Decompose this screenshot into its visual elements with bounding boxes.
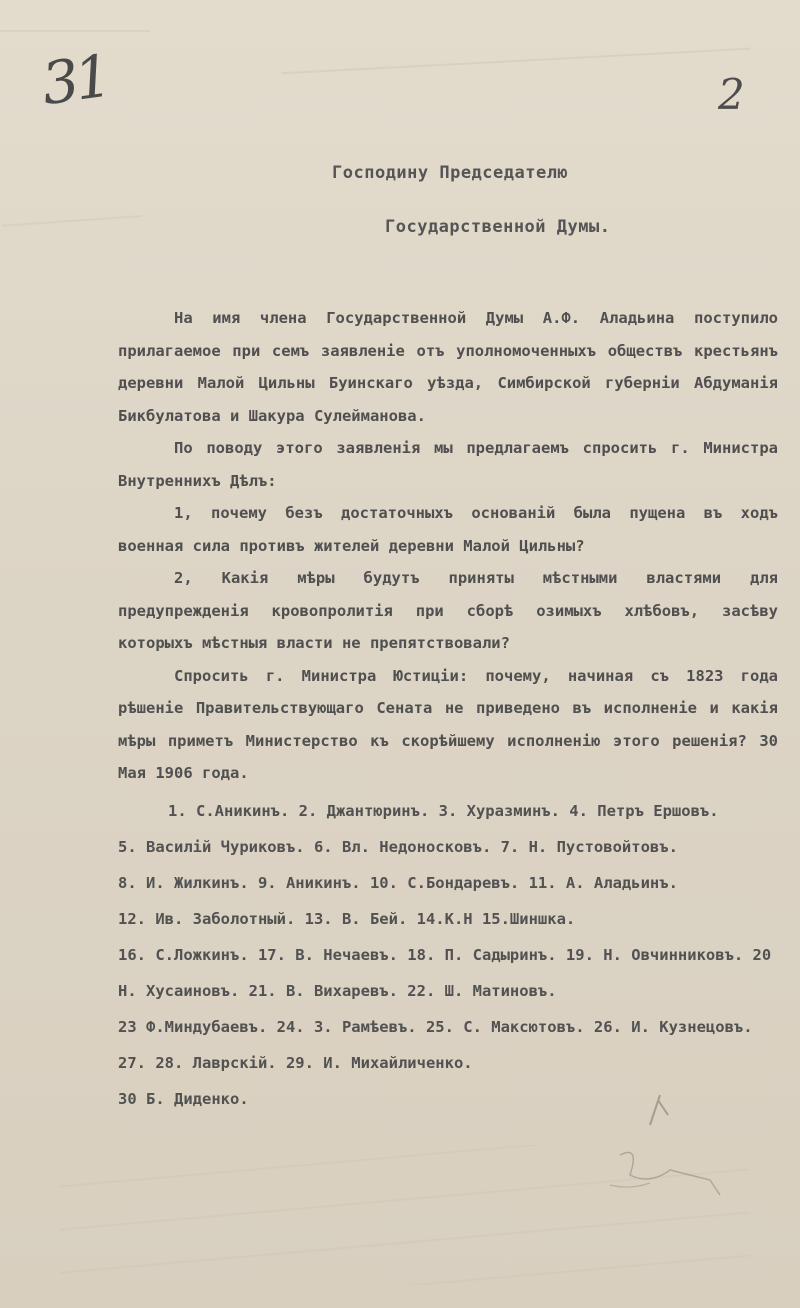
bleed-through-mark — [279, 8, 751, 75]
document-body — [118, 302, 778, 790]
body-paragraph: Спросить г. Министра Юстиціи: почему, начиная съ 1823 года рѣшеніе Правительствующаго Сената не приведено въ исполненіе и какія мѣры приметъ Министерство къ скорѣйшему исполненію этого решенія? 30 Мая 1906 года. — [118, 666, 778, 782]
signature-line: 5. Василій Чуриковъ. 6. Вл. Недоносковъ. 7. Н. Пустовойтовъ. — [118, 838, 678, 856]
signature-line: 12. Ив. Заболотный. 13. В. Бей. 14.К.Н 15.Шиншка. — [118, 910, 576, 928]
address-line-1: Господину Председателю — [332, 163, 569, 183]
question-item: 1, почему безъ достаточныхъ основаній была пущена въ ходъ военная сила противъ жителей деревни Малой Цильны? — [118, 504, 778, 555]
signature-line: 8. И. Жилкинъ. 9. Аникинъ. 10. С.Бондаревъ. 11. А. Аладьинъ. — [118, 874, 678, 892]
bleed-through-mark — [0, 0, 150, 32]
body-paragraph: По поводу этого заявленія мы предлагаемъ спросить г. Министра Внутреннихъ Дѣлъ: — [118, 439, 778, 490]
signature-line: 16. С.Ложкинъ. 17. В. Нечаевъ. 18. П. Садыринъ. 19. Н. Овчинниковъ. 20 Н. Хусаиновъ. 21. В. Вихаревъ. 22. Ш. Матиновъ. — [118, 946, 772, 1000]
signatures-block — [118, 793, 778, 1117]
page-number-handwritten: 2 — [718, 70, 745, 119]
address-line-2: Государственной Думы. — [385, 217, 611, 237]
file-number-handwritten: 31 — [37, 41, 113, 119]
question-item: 2, Какія мѣры будутъ приняты мѣстными властями для предупрежденія кровопролитія при сборѣ озимыхъ хлѣбовъ, засѣву которыхъ мѣстныя власти не препятствовали? — [118, 569, 778, 652]
bleed-through-mark — [60, 1145, 750, 1285]
body-paragraph: На имя члена Государственной Думы А.Ф. Аладьина поступило прилагаемое при семъ заявленіе отъ уполномоченныхъ обществъ крестьянъ деревни Малой Цильны Буинскаго уѣзда, Симбирской губерніи Абдуманія Бикбулатова и Шакура Сулейманова. — [118, 309, 778, 425]
signature-line: 23 Ф.Миндубаевъ. 24. З. Рамѣевъ. 25. С. Максютовъ. 26. И. Кузнецовъ. 27. 28. Лаврскій. 29. И. Михайличенко. — [118, 1018, 753, 1072]
signature-line: 1. С.Аникинъ. 2. Джантюринъ. 3. Хуразминъ. 4. Петръ Ершовъ. — [168, 802, 719, 820]
signature-line: 30 Б. Диденко. — [118, 1090, 249, 1108]
bleed-through-mark — [0, 155, 142, 227]
